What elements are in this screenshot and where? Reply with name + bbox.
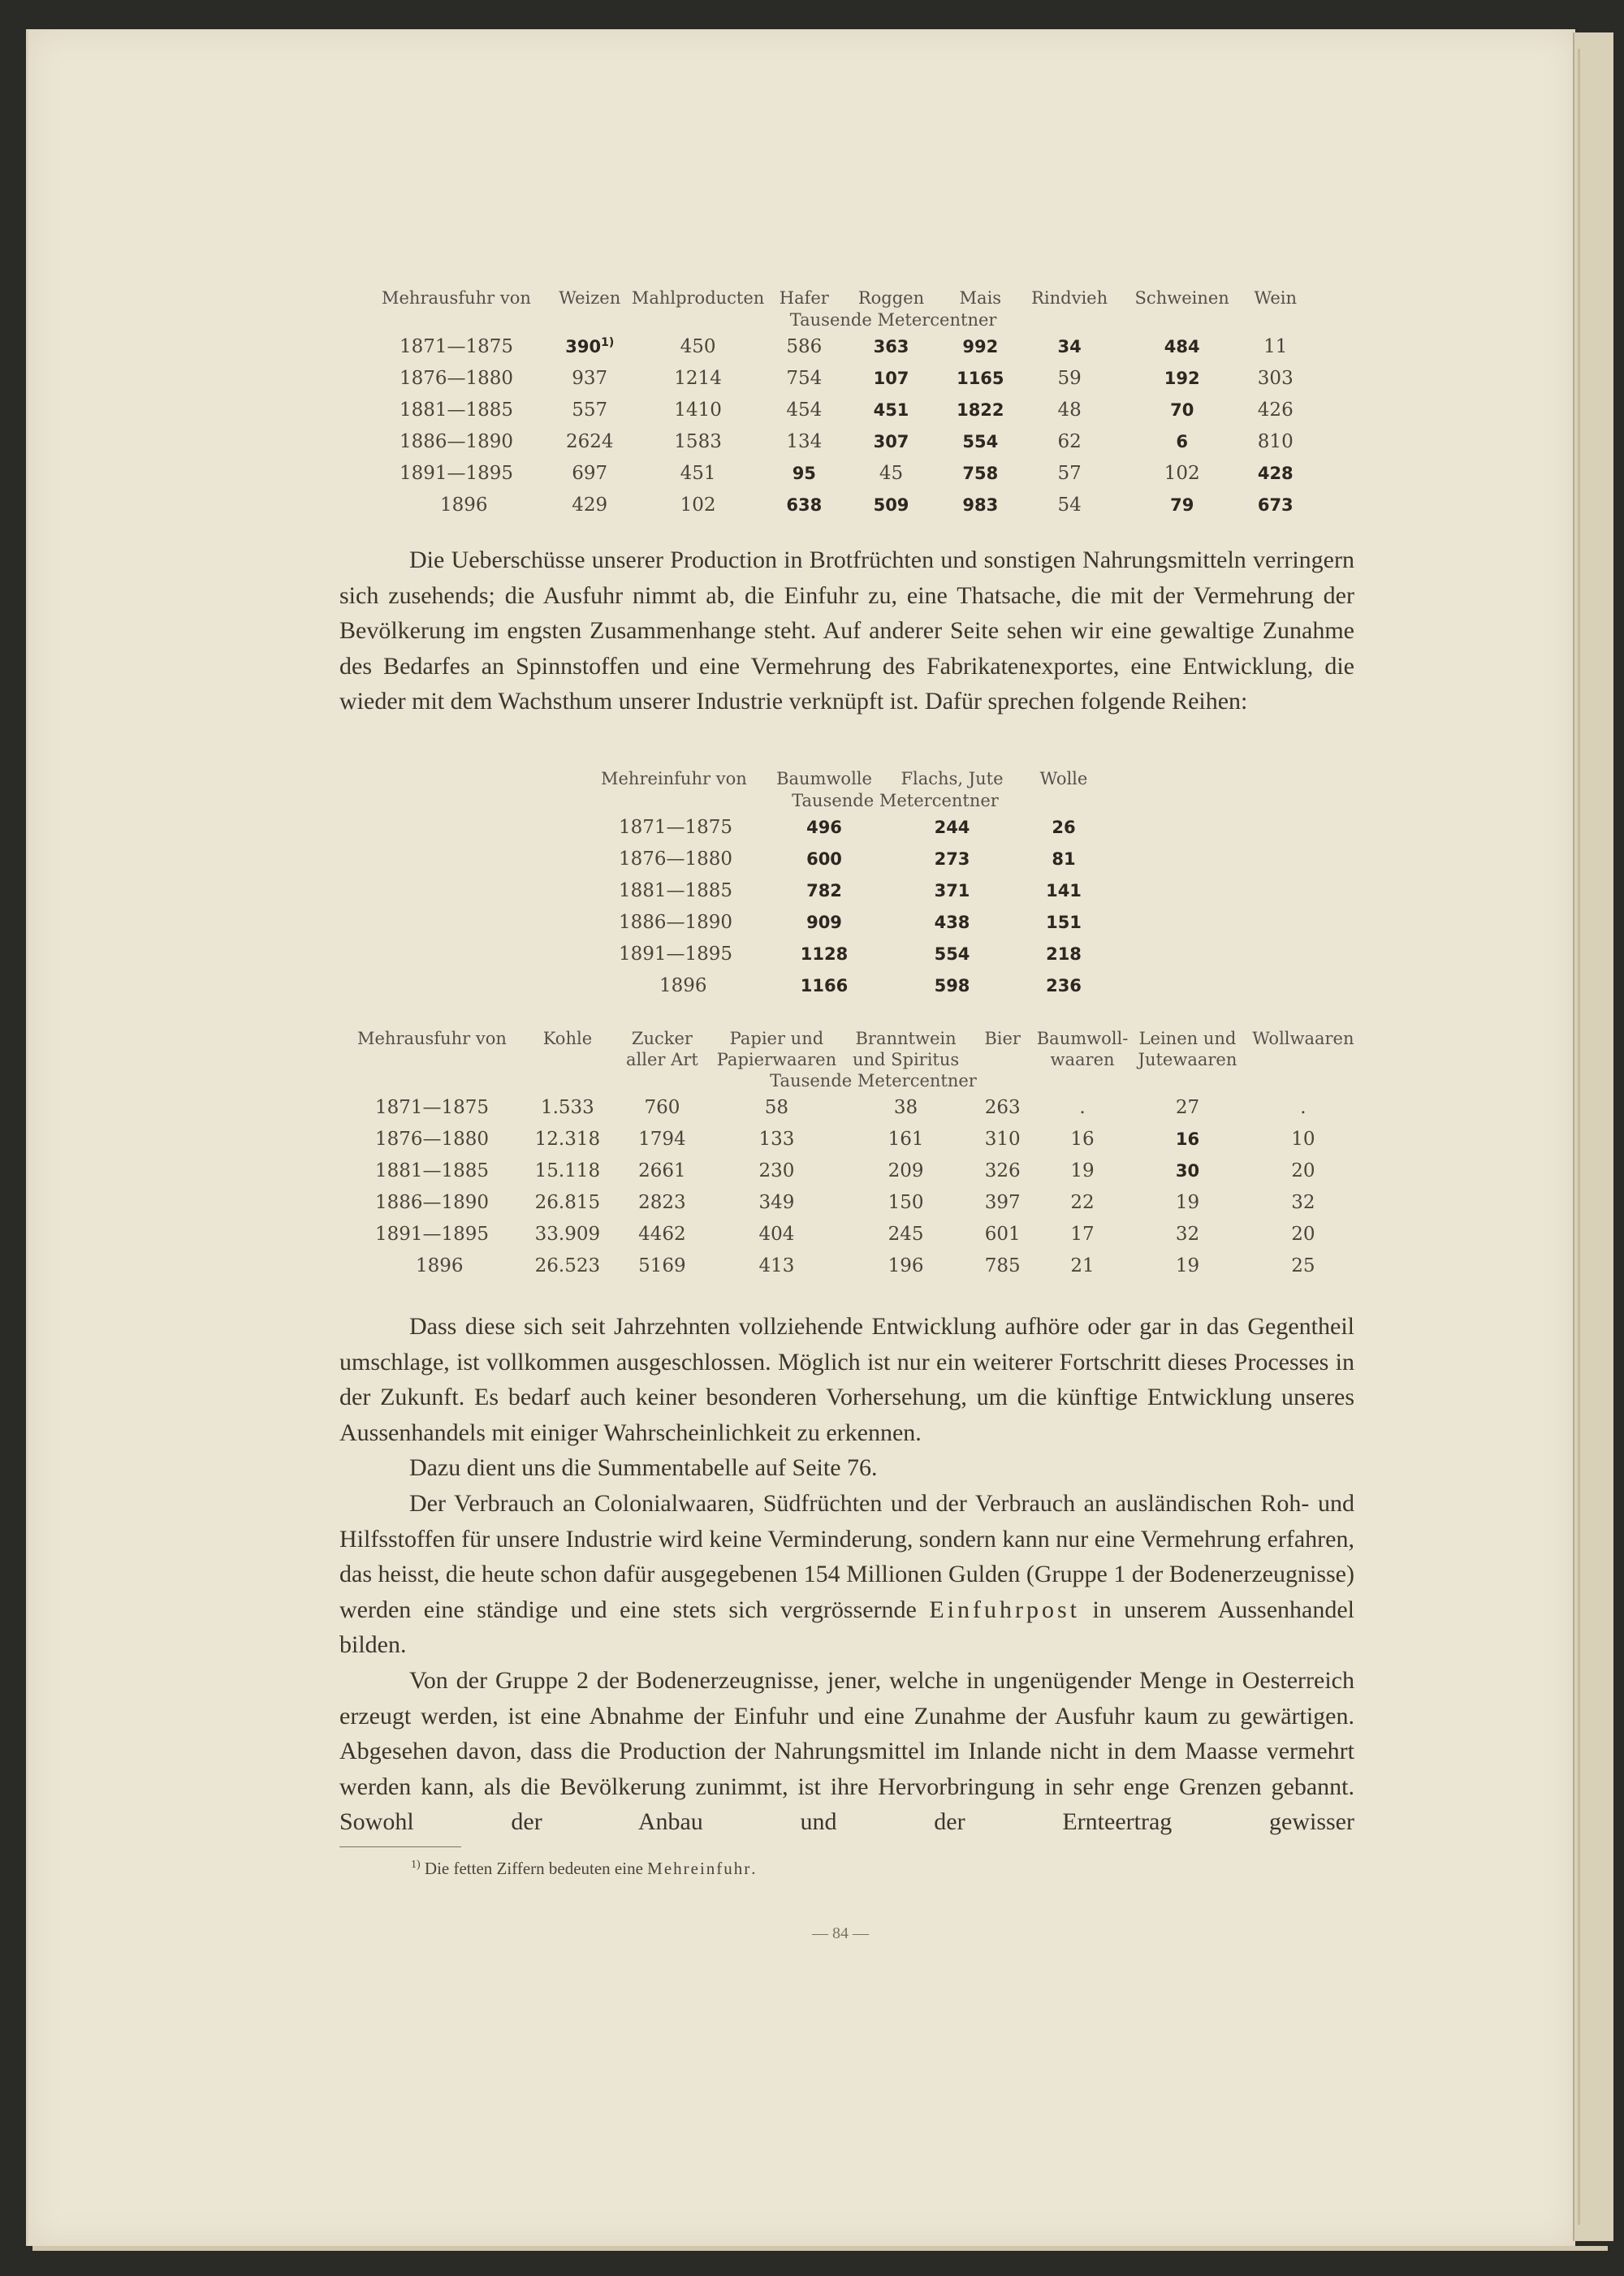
value-cell: 371 — [934, 880, 970, 900]
period-cell: 1896 — [416, 1255, 464, 1276]
value-cell: 598 — [934, 975, 970, 995]
value-cell: 192 — [1164, 368, 1200, 388]
column-header: Roggen — [857, 288, 925, 308]
value-cell: 2624 — [565, 430, 614, 452]
column-header: Mehreinfuhr von — [601, 769, 747, 788]
value-cell: 133 — [758, 1128, 795, 1150]
value-cell: 16 — [1070, 1128, 1095, 1150]
value-cell: 1214 — [674, 367, 722, 389]
value-cell: 141 — [1046, 880, 1082, 900]
value-cell: 102 — [680, 494, 716, 516]
value-cell: 760 — [644, 1096, 680, 1118]
column-header: Mahlproducten — [631, 288, 765, 308]
value-cell: 937 — [572, 367, 608, 389]
value-cell: 16 — [1175, 1129, 1200, 1149]
value-cell: 1128 — [800, 944, 849, 964]
value-cell: 59 — [1057, 367, 1082, 389]
value-cell: 1583 — [674, 430, 722, 452]
value-cell: 196 — [888, 1255, 924, 1276]
unit-label: Tausende Metercentner — [792, 791, 999, 810]
unit-row — [601, 790, 1104, 811]
value-cell: 673 — [1257, 495, 1294, 515]
value-cell: 1794 — [638, 1128, 686, 1150]
footnote-text: Die fetten Ziffern bedeuten eine — [420, 1859, 648, 1878]
period-cell: 1886—1890 — [375, 1191, 490, 1213]
table-row — [601, 938, 1104, 970]
column-header: Leinen und Jutewaaren — [1138, 1029, 1237, 1069]
value-cell: . — [1300, 1096, 1307, 1118]
value-cell: 22 — [1070, 1191, 1095, 1213]
value-cell: 33.909 — [534, 1223, 601, 1245]
export-food-table — [382, 287, 1307, 520]
value-cell: 450 — [680, 335, 716, 357]
value-cell: . — [1079, 1096, 1086, 1118]
column-header: Bier — [984, 1029, 1021, 1048]
unit-label: Tausende Metercentner — [770, 1071, 977, 1090]
value-cell: 810 — [1257, 430, 1294, 452]
value-cell: 19 — [1175, 1191, 1200, 1213]
table-row — [382, 362, 1307, 394]
table-row — [601, 970, 1104, 1001]
value-cell: 983 — [962, 495, 999, 515]
export-manufactures-table — [357, 1028, 1364, 1281]
period-cell: 1891—1895 — [375, 1223, 490, 1245]
value-cell: 15.118 — [534, 1160, 601, 1181]
value-cell: 554 — [962, 431, 999, 451]
value-cell: 161 — [888, 1128, 924, 1150]
value-cell: 6 — [1176, 431, 1188, 451]
value-cell: 1166 — [800, 975, 849, 995]
value-cell: 754 — [786, 367, 823, 389]
value-cell: 600 — [806, 849, 842, 869]
paragraph: Von der Gruppe 2 der Bodenerzeugnisse, jener, welche in ungenügender Menge in Oesterreich erzeugt werden, ist eine Abnahme der Einfuhr und eine Zunahme der Ausfuhr kaum zu gewärtigen. Abgesehen davon, dass die Production der Nahrungsmittel im Inlande nicht in dem Maasse vermehrt werden kann, als die Bevölkerung zunimmt, ist ihre Hervorbringung in sehr enge Grenzen gebannt. Sowohl der Anbau und der Ernteertrag gewisser — [339, 1667, 1354, 1835]
period-cell: 1896 — [659, 974, 707, 996]
unit-row — [382, 309, 1307, 330]
period-cell: 1871—1875 — [375, 1096, 490, 1118]
value-cell: 390$^{1)}$ — [565, 336, 615, 356]
paragraph: Die Ueberschüsse unserer Production in Brotfrüchten und sonstigen Nahrungsmitteln verringern sich zusehends; die Ausfuhr nimmt ab, die Einfuhr zu, eine Thatsache, die mit der Vermehrung der Bevölkerung im engsten Zusammenhange steht. Auf anderer Seite sehen wir eine gewaltige Zunahme des Bedarfes an Spinnstoffen und eine Vermehrung des Fabrikatenexportes, eine Entwicklung, die wieder mit dem Wachsthum unserer Industrie verknüpft ist. Dafür sprechen folgende Reihen: — [339, 546, 1354, 715]
value-cell: 451 — [680, 462, 716, 484]
table-row — [601, 811, 1104, 843]
table-row — [382, 425, 1307, 457]
value-cell: 785 — [984, 1255, 1021, 1276]
period-cell: 1886—1890 — [400, 430, 514, 452]
value-cell: 554 — [934, 944, 970, 964]
value-cell: 57 — [1057, 462, 1082, 484]
value-cell: 236 — [1046, 975, 1082, 995]
table-row — [357, 1250, 1364, 1281]
table-row — [357, 1123, 1364, 1155]
table-header-row — [357, 1028, 1364, 1070]
value-cell: 38 — [893, 1096, 918, 1118]
value-cell: 404 — [758, 1223, 795, 1245]
unit-row — [357, 1070, 1364, 1091]
value-cell: 19 — [1175, 1255, 1200, 1276]
period-cell: 1881—1885 — [619, 879, 733, 901]
value-cell: 758 — [962, 463, 999, 483]
column-header: Hafer — [779, 288, 829, 308]
value-cell: 509 — [873, 495, 909, 515]
value-cell: 107 — [873, 368, 909, 388]
value-cell: 909 — [806, 912, 842, 932]
value-cell: 81 — [1052, 849, 1076, 869]
value-cell: 1410 — [674, 399, 722, 421]
value-cell: 397 — [984, 1191, 1021, 1213]
value-cell: 32 — [1291, 1191, 1315, 1213]
column-header: Branntwein und Spiritus — [852, 1029, 960, 1069]
value-cell: 95 — [792, 463, 816, 483]
page-edge-shadow — [1578, 49, 1580, 2225]
value-cell: 363 — [873, 336, 909, 356]
column-header: Mehrausfuhr von — [357, 1029, 507, 1048]
column-header: Schweinen — [1134, 288, 1229, 308]
value-cell: 413 — [758, 1255, 795, 1276]
table-header-row — [601, 768, 1104, 790]
value-cell: 26 — [1052, 817, 1076, 837]
column-header: Kohle — [542, 1029, 593, 1048]
value-cell: 32 — [1175, 1223, 1200, 1245]
unit-label: Tausende Metercentner — [789, 310, 997, 330]
value-cell: 782 — [806, 880, 842, 900]
value-cell: 1.533 — [540, 1096, 594, 1118]
value-cell: 349 — [758, 1191, 795, 1213]
table-row — [382, 394, 1307, 425]
value-cell: 426 — [1257, 399, 1294, 421]
footnote-mark: 1) — [411, 1859, 421, 1871]
value-cell: 209 — [888, 1160, 924, 1181]
period-cell: 1881—1885 — [400, 399, 514, 421]
column-header: Mais — [959, 288, 1002, 308]
footnote-spaced-term: Mehreinfuhr — [647, 1859, 752, 1878]
period-cell: 1896 — [440, 494, 488, 516]
value-cell: 484 — [1164, 336, 1200, 356]
table-row — [357, 1218, 1364, 1250]
value-cell: 429 — [572, 494, 608, 516]
column-header: Rindvieh — [1031, 288, 1108, 308]
value-cell: 5169 — [638, 1255, 686, 1276]
table-row — [357, 1186, 1364, 1218]
value-cell: 20 — [1291, 1160, 1315, 1181]
spaced-term: Einfuhrpost — [929, 1596, 1080, 1623]
value-cell: 62 — [1057, 430, 1082, 452]
value-cell: 79 — [1170, 495, 1194, 515]
value-cell: 310 — [984, 1128, 1021, 1150]
table-row — [601, 906, 1104, 938]
column-header: Papier und Papierwaaren — [716, 1029, 837, 1069]
value-cell: 26.523 — [534, 1255, 601, 1276]
period-cell: 1876—1880 — [400, 367, 514, 389]
column-header: Baumwoll-waaren — [1036, 1029, 1129, 1069]
paragraph: Dazu dient uns die Summentabelle auf Seite 76. — [409, 1454, 878, 1481]
paragraph — [339, 1486, 1354, 1663]
value-cell: 601 — [984, 1223, 1021, 1245]
footnote-mark: 1) — [601, 336, 615, 349]
value-cell: 26.815 — [534, 1191, 601, 1213]
value-cell: 303 — [1257, 367, 1294, 389]
value-cell: 218 — [1046, 944, 1082, 964]
period-cell: 1881—1885 — [375, 1160, 490, 1181]
table-header-row — [382, 287, 1307, 309]
value-cell: 21 — [1070, 1255, 1095, 1276]
value-cell: 496 — [806, 817, 842, 837]
value-cell: 58 — [764, 1096, 789, 1118]
table-row — [382, 489, 1307, 520]
value-cell: 54 — [1057, 494, 1082, 516]
value-cell: 17 — [1070, 1223, 1095, 1245]
column-header: Mehrausfuhr von — [382, 288, 531, 308]
column-header: Wolle — [1039, 769, 1088, 788]
value-cell: 30 — [1175, 1160, 1200, 1181]
page-number: — 84 — — [812, 1924, 869, 1942]
value-cell: 557 — [572, 399, 608, 421]
value-cell: 273 — [934, 849, 970, 869]
value-cell: 638 — [786, 495, 823, 515]
value-cell: 4462 — [638, 1223, 686, 1245]
value-cell: 992 — [962, 336, 999, 356]
value-cell: 2823 — [638, 1191, 686, 1213]
value-cell: 326 — [984, 1160, 1021, 1181]
value-cell: 245 — [888, 1223, 924, 1245]
value-cell: 1822 — [957, 399, 1004, 420]
value-cell: 70 — [1170, 399, 1194, 420]
value-cell: 307 — [873, 431, 909, 451]
period-cell: 1876—1880 — [619, 848, 733, 870]
value-cell: 454 — [786, 399, 823, 421]
table-row — [601, 843, 1104, 875]
footnote-rule — [339, 1846, 461, 1847]
footnote-end: . — [751, 1859, 756, 1878]
value-cell: 45 — [879, 462, 904, 484]
value-cell: 230 — [758, 1160, 795, 1181]
value-cell: 150 — [888, 1191, 924, 1213]
page-edge-bottom — [32, 2246, 1608, 2251]
period-cell: 1871—1875 — [400, 335, 514, 357]
column-header: Wollwaaren — [1252, 1029, 1354, 1048]
column-header: Weizen — [559, 288, 621, 308]
column-header: Baumwolle — [776, 769, 872, 788]
value-cell: 244 — [934, 817, 970, 837]
period-cell: 1886—1890 — [619, 911, 733, 933]
value-cell: 25 — [1291, 1255, 1315, 1276]
value-cell: 697 — [572, 462, 608, 484]
paragraph-text: Der Verbrauch an Colonialwaaren, Südfrüchten und der Verbrauch an ausländischen Roh- und Hilfsstoffen für unsere Industrie wird keine Verminderung, sondern kann nur eine Vermehrung erfahren, das heisst, die heute schon dafür ausgegebenen 154 Millionen Gulden (Gruppe 1 der Bodenerzeugnisse) werden eine ständige und eine stets sich vergrössernde — [339, 1490, 1354, 1623]
value-cell: 27 — [1175, 1096, 1200, 1118]
value-cell: 11 — [1263, 335, 1288, 357]
value-cell: 19 — [1070, 1160, 1095, 1181]
column-header: Flachs, Jute — [901, 769, 1004, 788]
period-cell: 1891—1895 — [619, 943, 733, 965]
value-cell: 428 — [1257, 463, 1294, 483]
paragraph: Dass diese sich seit Jahrzehnten vollziehende Entwicklung aufhöre oder gar in das Gegentheil umschlage, ist vollkommen ausgeschlossen. Möglich ist nur ein weiterer Fortschritt dieses Processes in der Zukunft. Es bedarf auch keiner besonderen Vorhersehung, um die künftige Entwicklung unseres Aussenhandels mit einiger Wahrscheinlichkeit zu erkennen. — [339, 1313, 1354, 1446]
value-cell: 586 — [786, 335, 823, 357]
period-cell: 1891—1895 — [400, 462, 514, 484]
value-cell: 102 — [1164, 462, 1200, 484]
table-row — [382, 330, 1307, 362]
value-cell: 263 — [984, 1096, 1021, 1118]
table-row — [601, 875, 1104, 906]
table-row — [357, 1155, 1364, 1186]
value-cell: 10 — [1291, 1128, 1315, 1150]
column-header: Wein — [1254, 288, 1298, 308]
paragraph-text: in unserem Aussenhandel bilden. — [339, 1596, 1354, 1658]
value-cell: 151 — [1046, 912, 1082, 932]
table-row — [357, 1091, 1364, 1123]
column-header: Zucker aller Art — [626, 1029, 698, 1069]
value-cell: 34 — [1057, 336, 1082, 356]
period-cell: 1871—1875 — [619, 816, 733, 838]
value-cell: 20 — [1291, 1223, 1315, 1245]
value-cell: 438 — [934, 912, 970, 932]
value-cell: 451 — [873, 399, 909, 420]
value-cell: 12.318 — [534, 1128, 601, 1150]
value-cell: 48 — [1057, 399, 1082, 421]
value-cell: 134 — [786, 430, 823, 452]
footnote — [411, 1859, 756, 1879]
value-cell: 2661 — [638, 1160, 686, 1181]
import-textile-table — [601, 768, 1104, 1001]
period-cell: 1876—1880 — [375, 1128, 490, 1150]
value-cell: 1165 — [957, 368, 1004, 388]
table-row — [382, 457, 1307, 489]
